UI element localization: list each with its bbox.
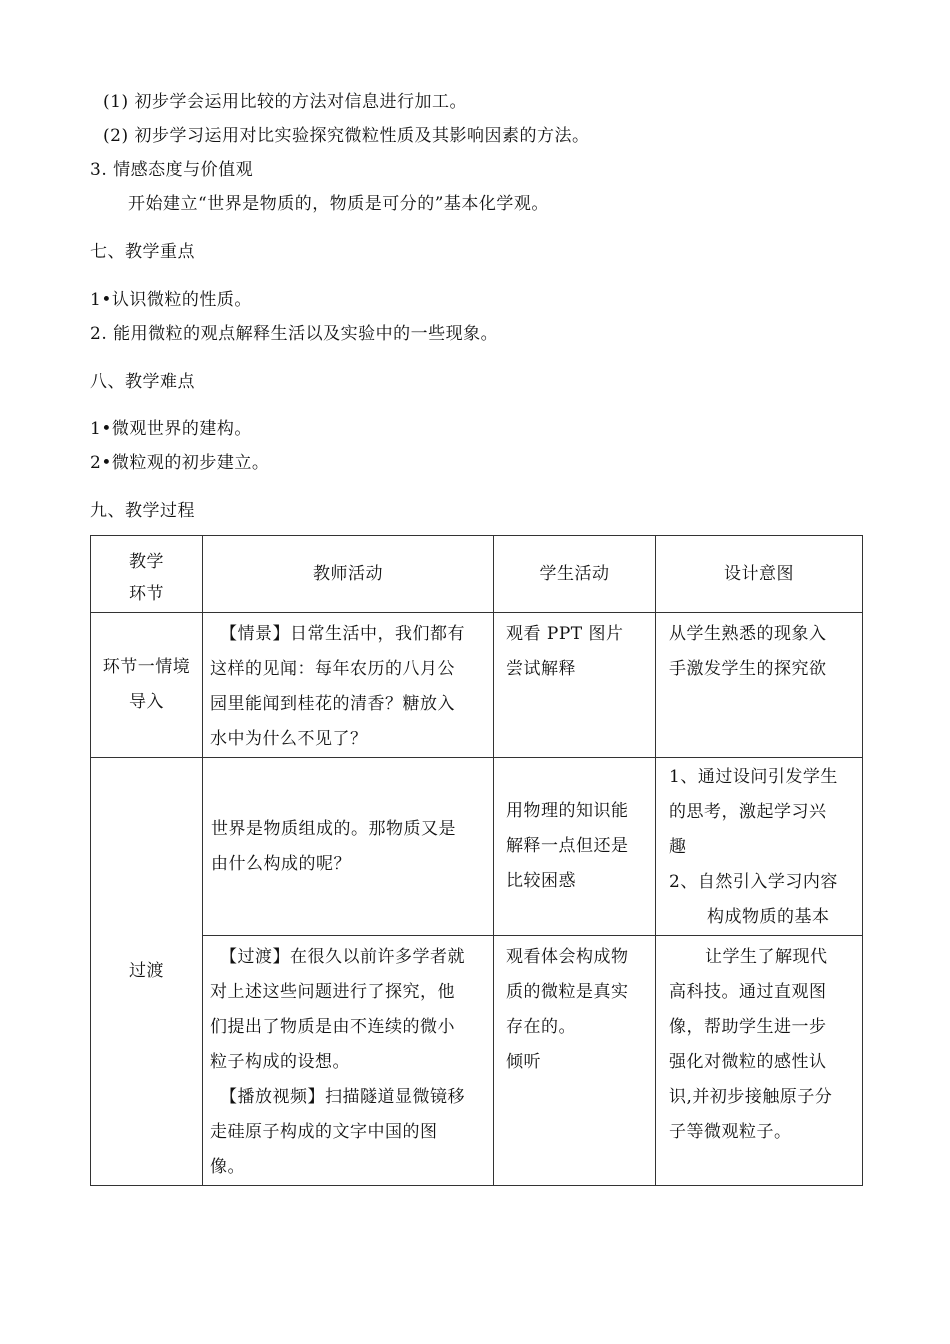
stage-1-teacher-cell: 【情景】日常生活中，我们都有 这样的见闻：每年农历的八月公 园里能闻到桂花的清香？糖放入 水中为什么不见了？ bbox=[203, 613, 494, 758]
table-header-row bbox=[91, 536, 863, 613]
objective-2: (2) 初步学习运用对比实验探究微粒性质及其影响因素的方法。 bbox=[103, 126, 590, 146]
objective-1: (1) 初步学会运用比较的方法对信息进行加工。 bbox=[103, 92, 467, 112]
key-point-2: 2. 能用微粒的观点解释生活以及实验中的一些现象。 bbox=[90, 324, 499, 344]
stage-transition-cell: 过渡 bbox=[91, 758, 203, 1186]
header-teacher-activity: 教师活动 bbox=[203, 536, 494, 613]
table-row-transition-a bbox=[91, 758, 863, 936]
difficulty-2: 2•微粒观的初步建立。 bbox=[90, 453, 270, 473]
stage-1-cell: 环节一情境 导入 bbox=[91, 613, 203, 758]
heading-key-points: 七、教学重点 bbox=[90, 242, 195, 262]
transition-a-student-cell: 用物理的知识能 解释一点但还是 比较困惑 bbox=[494, 758, 656, 936]
header-stage: 教学 环节 bbox=[91, 536, 203, 613]
transition-a-design-cell: 1、通过设问引发学生 的思考，激起学习兴 趣 2、自然引入学习内容 构成物质的基本 bbox=[656, 758, 863, 936]
heading-teaching-process: 九、教学过程 bbox=[90, 501, 195, 521]
heading-difficulties: 八、教学难点 bbox=[90, 372, 195, 392]
transition-b-teacher-cell: 【过渡】在很久以前许多学者就 对上述这些问题进行了探究，他 们提出了物质是由不连续的微小 粒子构成的设想。 【播放视频】扫描隧道显微镜移 走硅原子构成的文字中国的图 像。 bbox=[203, 936, 494, 1186]
key-point-1: 1•认识微粒的性质。 bbox=[90, 290, 252, 310]
transition-b-design-cell: 让学生了解现代 高科技。通过直观图 像，帮助学生进一步 强化对微粒的感性认 识,并初步接触原子分 子等微观粒子。 bbox=[656, 936, 863, 1186]
header-design-intent: 设计意图 bbox=[656, 536, 863, 613]
teaching-process-table bbox=[90, 535, 863, 1186]
transition-b-student-cell: 观看体会构成物 质的微粒是真实 存在的。 倾听 bbox=[494, 936, 656, 1186]
stage-1-student-cell: 观看 PPT 图片 尝试解释 bbox=[494, 613, 656, 758]
header-student-activity: 学生活动 bbox=[494, 536, 656, 613]
affective-goal: 开始建立“世界是物质的，物质是可分的”基本化学观。 bbox=[128, 194, 549, 214]
table-row-transition-b bbox=[91, 936, 863, 1186]
table-row-stage-1 bbox=[91, 613, 863, 758]
transition-a-teacher-cell: 世界是物质组成的。那物质又是 由什么构成的呢？ bbox=[203, 758, 494, 936]
stage-1-design-cell: 从学生熟悉的现象入 手激发学生的探究欲 bbox=[656, 613, 863, 758]
section-title-affective: 3. 情感态度与价值观 bbox=[90, 160, 254, 180]
difficulty-1: 1•微观世界的建构。 bbox=[90, 419, 252, 439]
